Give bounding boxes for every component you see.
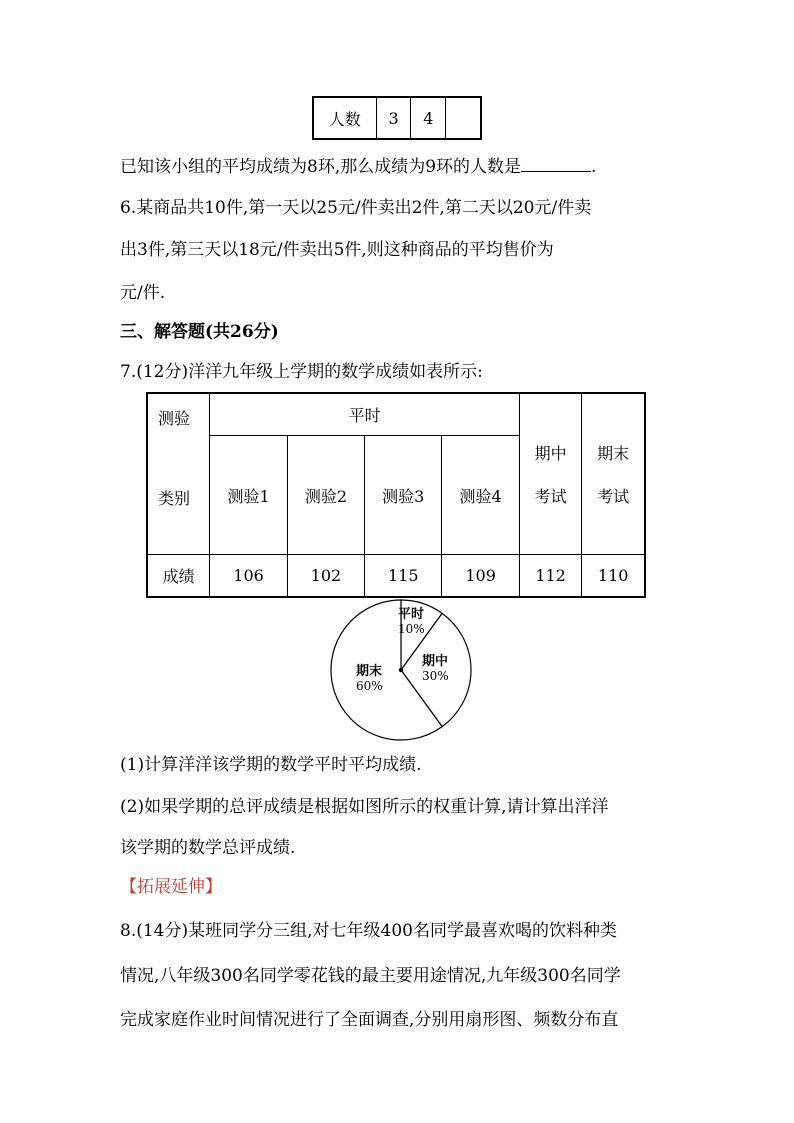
header-category: 类别 [158, 489, 191, 508]
header-test-2: 测验2 [287, 436, 364, 555]
q7-sub2-line2: 该学期的数学总评成绩. [120, 838, 296, 858]
header-test: 测验 [158, 409, 191, 428]
count-table-cell [446, 97, 481, 139]
header-test-3: 测验3 [365, 436, 442, 555]
count-table-label: 人数 [313, 97, 376, 139]
q6-line-2: 出3件,第三天以18元/件卖出5件,则这种商品的平均售价为 [120, 240, 554, 260]
scores-table [146, 392, 646, 598]
header-final [582, 393, 645, 555]
q7-stem: 7.(12分)洋洋九年级上学期的数学成绩如表所示: [120, 362, 483, 382]
q8-line-1: 8.(14分)某班同学分三组,对七年级400名同学最喜欢喝的饮料种类 [120, 921, 617, 941]
header-ordinary: 平时 [210, 393, 519, 436]
pie-label-final: 期末 [356, 664, 383, 679]
q8-line-2: 情况,八年级300名同学零花钱的最主要用途情况,九年级300名同学 [120, 966, 621, 986]
q5-end: . [591, 157, 597, 177]
score-cell: 109 [442, 555, 519, 597]
count-table [312, 96, 482, 140]
header-test-category [147, 393, 210, 555]
header-midterm [519, 393, 582, 555]
header-final-line1: 期末 [597, 444, 630, 463]
answer-blank [521, 155, 591, 172]
pie-label-ordinary: 平时 [398, 607, 425, 622]
header-midterm-line2: 考试 [534, 487, 567, 506]
q7-sub1: (1)计算洋洋该学期的数学平时平均成绩. [120, 755, 422, 775]
weight-pie-chart [326, 597, 476, 747]
pie-pct-final: 60% [356, 679, 383, 693]
row-label-score: 成绩 [147, 555, 210, 597]
count-table-cell: 4 [411, 97, 446, 139]
q5-line [120, 155, 596, 177]
q7-sub2-line1: (2)如果学期的总评成绩是根据如图所示的权重计算,请计算出洋洋 [120, 797, 609, 817]
header-midterm-line1: 期中 [534, 444, 567, 463]
q5-text: 已知该小组的平均成绩为8环,那么成绩为9环的人数是 [120, 157, 522, 177]
header-final-line2: 考试 [597, 487, 630, 506]
pie-pct-mid: 30% [422, 669, 449, 683]
score-cell: 110 [582, 555, 645, 597]
score-cell: 106 [210, 555, 287, 597]
pie-center-dot [399, 668, 403, 672]
count-table-cell: 3 [376, 97, 411, 139]
pie-label-mid: 期中 [422, 654, 449, 669]
score-cell: 112 [519, 555, 582, 597]
q6-line-1: 6.某商品共10件,第一天以25元/件卖出2件,第二天以20元/件卖 [120, 198, 592, 218]
score-cell: 115 [365, 555, 442, 597]
score-cell: 102 [287, 555, 364, 597]
q8-line-3: 完成家庭作业时间情况进行了全面调查,分别用扇形图、频数分布直 [120, 1010, 619, 1030]
extension-title: 【拓展延伸】 [120, 877, 222, 897]
q6-line-3: 元/件. [120, 283, 166, 303]
header-test-4: 测验4 [442, 436, 519, 555]
section-title: 三、解答题(共26分) [120, 322, 279, 342]
pie-pct-ordinary: 10% [398, 622, 425, 636]
header-test-1: 测验1 [210, 436, 287, 555]
